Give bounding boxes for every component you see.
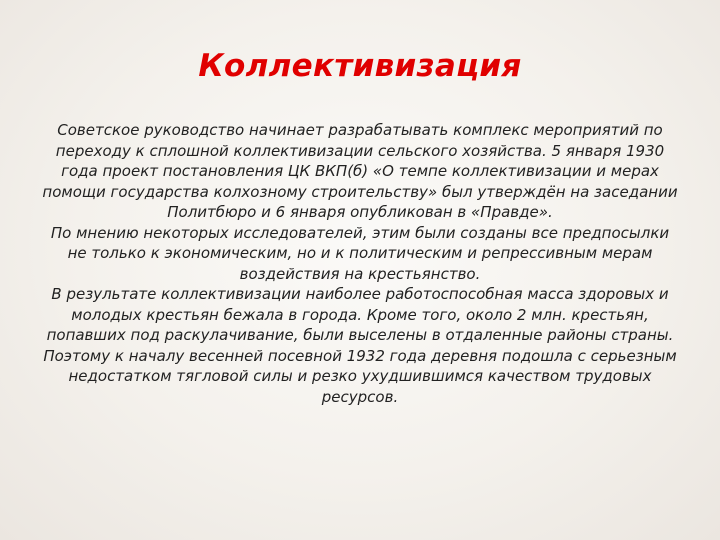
paragraph-collectivization-plan: Советское руководство начинает разрабатывать комплекс мероприятий по переходу к сплошной коллективизации сельского хозяйства. 5 января 1930 года проект постановления ЦК ВКП(б) «О темпе коллективизации и мерах помощи государства колхозному строительству» был утверждён на заседании Политбюро и 6 января опубликован в «Правде». [42,121,678,221]
paragraph-researchers-opinion: По мнению некоторых исследователей, этим были созданы все предпосылки не только к экономическим, но и к политическим и репрессивным мерам воздействия на крестьянство. [50,223,670,283]
slide-title: Коллективизация [198,48,522,84]
paragraph-results: В результате коллективизации наиболее работоспособная масса здоровых и молодых крестьян бежала в города. Кроме того, около 2 млн. крестьян, попавших под раскулачивание, были выселены в отдаленные районы страны. Поэтому к началу весенней посевной 1932 года деревня подошла с серьезным недостатком тягловой силы и резко ухудшившимся качеством трудовых ресурсов. [43,285,677,406]
slide-body [40,120,680,407]
